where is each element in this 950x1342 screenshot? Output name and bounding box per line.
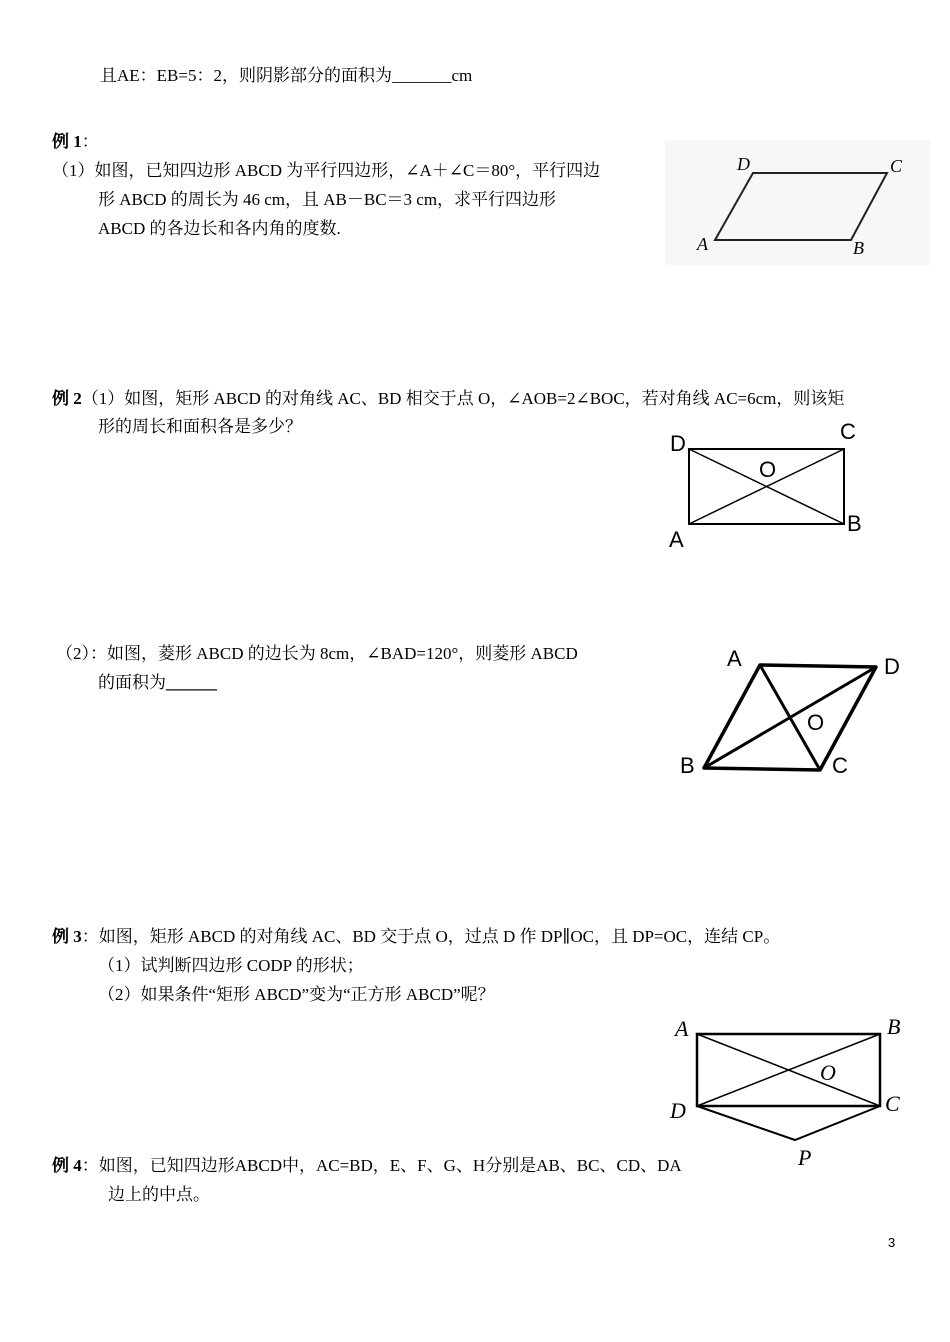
example-4-text: ：如图，已知四边形ABCD中，AC=BD，E、F、G、H分别是AB、BC、CD、DA bbox=[81, 1156, 682, 1175]
page-number: 3 bbox=[888, 1235, 896, 1250]
fig4-label-d: D bbox=[670, 1098, 686, 1123]
example-2-text: （1）如图，矩形 ABCD 的对角线 AC、BD 相交于点 O，∠AOB=2∠BOC，若对角线 AC=6cm，则该矩 bbox=[81, 389, 845, 408]
example-1-line-2: 形 ABCD 的周长为 46 cm，且 AB－BC＝3 cm，求平行四边形 bbox=[98, 190, 557, 209]
rhombus-figure bbox=[672, 640, 912, 785]
example-2-line-2: 形的周长和面积各是多少？ bbox=[98, 417, 302, 436]
example-1-line-3: ABCD 的各边长和各内角的度数. bbox=[98, 219, 341, 238]
rectangle-figure bbox=[660, 415, 870, 555]
fig1-label-d: D bbox=[737, 154, 750, 174]
example-3-line-3: （2）如果条件“矩形 ABCD”变为“正方形 ABCD”呢？ bbox=[98, 985, 495, 1004]
fig3-label-a: A bbox=[727, 646, 742, 671]
fig3-label-o: O bbox=[807, 710, 825, 735]
example-4-label: 例 4 bbox=[52, 1156, 82, 1175]
segments-dp-pc bbox=[697, 1106, 880, 1140]
example-4-line-1 bbox=[52, 1154, 682, 1178]
answer-blank: ______ bbox=[166, 673, 217, 692]
fig4-label-b: B bbox=[887, 1014, 901, 1039]
example-3-line-1 bbox=[52, 925, 780, 949]
example-1-colon: ： bbox=[81, 132, 99, 151]
parallelogram-figure bbox=[665, 140, 930, 265]
example-2-line-1 bbox=[52, 387, 844, 411]
fig1-label-c: C bbox=[890, 156, 903, 176]
fig1-label-a: A bbox=[697, 234, 708, 254]
example-1-line-1: （1）如图，已知四边形 ABCD 为平行四边形，∠A＋∠C＝80°，平行四边 bbox=[52, 161, 601, 180]
fig4-label-c: C bbox=[885, 1091, 900, 1116]
fig2-label-b: B bbox=[847, 511, 862, 536]
fig2-label-a: A bbox=[669, 527, 684, 552]
example-2-part-2-text: 的面积为 bbox=[98, 673, 166, 692]
fig3-label-d: D bbox=[884, 654, 900, 679]
example-2-part-2-line-1: （2）：如图，菱形 ABCD 的边长为 8cm，∠BAD=120°，则菱形 ABCD bbox=[56, 644, 578, 663]
fig4-label-o: O bbox=[820, 1060, 836, 1085]
example-3-label: 例 3 bbox=[52, 927, 82, 946]
example-2-part-2-line-2 bbox=[98, 671, 217, 695]
example-2-label: 例 2 bbox=[52, 389, 82, 408]
fig2-label-c: C bbox=[840, 419, 856, 444]
example-4-line-2: 边上的中点。 bbox=[108, 1185, 210, 1204]
example-3-line-2: （1）试判断四边形 CODP 的形状； bbox=[98, 956, 364, 975]
fig1-label-b: B bbox=[853, 238, 864, 258]
fig2-label-o: O bbox=[759, 457, 777, 482]
rectangle-codp-figure bbox=[665, 1010, 915, 1175]
fig4-label-p: P bbox=[798, 1145, 812, 1170]
example-1-label: 例 1 bbox=[52, 132, 82, 151]
fig4-label-a: A bbox=[675, 1016, 689, 1041]
previous-problem-tail: 且AE：EB=5：2，则阴影部分的面积为_______cm bbox=[100, 66, 473, 85]
fig3-label-b: B bbox=[680, 753, 695, 778]
example-1-heading bbox=[52, 130, 99, 154]
example-3-text: ：如图，矩形 ABCD 的对角线 AC、BD 交于点 O，过点 D 作 DP∥OC，且 DP=OC，连结 CP。 bbox=[81, 927, 781, 946]
fig3-label-c: C bbox=[832, 753, 848, 778]
fig2-label-d: D bbox=[670, 431, 686, 456]
